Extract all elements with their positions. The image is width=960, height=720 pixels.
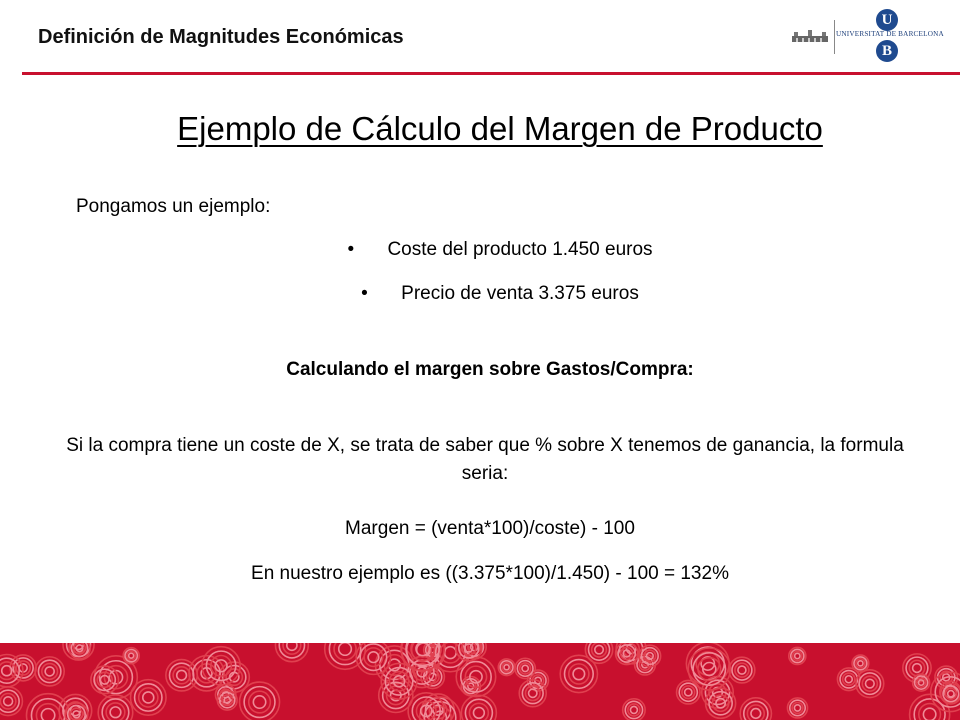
rose-petal-ring	[858, 661, 863, 666]
rose-petal-ring	[909, 660, 924, 675]
rose-petal-ring	[287, 643, 297, 650]
rose-petal-ring	[473, 707, 484, 718]
rose-petal-ring	[862, 676, 877, 691]
rose-petal-ring	[525, 686, 540, 701]
rose-petal-ring	[729, 657, 755, 683]
bullet-list	[0, 236, 960, 324]
rose-petal-ring	[334, 643, 356, 660]
formula-text: Margen = (venta*100)/coste) - 100	[345, 518, 635, 539]
rose-petal-ring	[211, 655, 232, 676]
rose-petal-ring	[36, 704, 59, 720]
rose-petal-ring	[240, 682, 280, 720]
rose-petal-ring	[275, 643, 308, 662]
rose-petal-ring	[685, 689, 692, 696]
rose-petal-ring	[504, 665, 509, 670]
rose-petal-ring	[364, 648, 383, 667]
rose-petal-ring	[173, 667, 190, 684]
rose-petal-ring	[249, 691, 271, 713]
rose-petal-ring	[913, 664, 922, 673]
rose-petal-ring	[35, 657, 64, 686]
logo-text: UNIVERSITAT DE BARCELONA	[836, 30, 944, 38]
explanation-paragraph: Si la compra tiene un coste de X, se trata de saber que % sobre X tenemos de ganancia, la formula seria:	[66, 435, 904, 484]
section-subtitle: Calculando el margen sobre Gastos/Compra:	[286, 359, 694, 380]
rose-petal-ring	[751, 709, 761, 719]
logo-letter-u: U	[876, 9, 898, 31]
rose-petal-ring	[923, 708, 935, 720]
rose-pattern-graphic	[0, 643, 960, 720]
intro-text: Pongamos un ejemplo:	[76, 196, 271, 217]
list-item	[0, 236, 960, 280]
logo-divider	[834, 20, 835, 54]
rose-petal-ring	[630, 706, 637, 713]
rose-petal-ring	[918, 680, 923, 685]
header-title: Definición de Magnitudes Económicas	[38, 26, 404, 48]
rose-petal-ring	[130, 680, 166, 716]
rose-petal-ring	[42, 664, 58, 680]
university-logo	[790, 4, 960, 68]
rose-petal-ring	[253, 696, 265, 708]
rose-petal-ring	[444, 647, 456, 659]
bullet-text: Precio de venta 3.375 euros	[401, 283, 639, 304]
rose-petal-ring	[948, 691, 954, 697]
rose-petal-ring	[677, 680, 701, 704]
rose-petal-ring	[129, 653, 134, 658]
rose-petal-ring	[573, 668, 585, 680]
bullet-marker: •	[361, 283, 368, 304]
footer-rose-pattern	[0, 643, 960, 720]
building-icon	[792, 30, 828, 42]
rose-petal-ring	[595, 645, 603, 653]
rose-petal-ring	[339, 643, 352, 655]
rose-petal-ring	[110, 707, 121, 718]
rose-petal-ring	[283, 643, 301, 654]
slide-title: Ejemplo de Cálculo del Margen de Producto	[177, 110, 823, 147]
rose-petal-ring	[143, 692, 154, 703]
rose-petal-ring	[569, 664, 589, 684]
rose-petal-ring	[45, 667, 54, 676]
rose-petal-ring	[735, 663, 749, 677]
bullet-marker: •	[347, 239, 355, 260]
list-item	[0, 280, 960, 324]
rose-petal-ring	[522, 665, 528, 671]
rose-petal-ring	[41, 709, 54, 720]
rose-petal-ring	[866, 679, 875, 688]
bullet-text: Coste del producto 1.450 euros	[387, 239, 653, 260]
rose-petal-ring	[794, 705, 800, 711]
rose-petal-ring	[795, 653, 800, 658]
rose-petal-ring	[139, 688, 158, 707]
rose-petal-ring	[177, 670, 187, 680]
header-rule	[22, 72, 960, 75]
rose-petal-ring	[856, 670, 884, 698]
rose-petal-ring	[738, 666, 746, 674]
rose-petal-ring	[4, 697, 13, 706]
rose-petal-ring	[845, 676, 852, 683]
example-calculation: En nuestro ejemplo es ((3.375*100)/1.450) - 100 = 132%	[251, 563, 729, 584]
logo-letter-b: B	[876, 40, 898, 62]
rose-petal-ring	[0, 694, 15, 709]
